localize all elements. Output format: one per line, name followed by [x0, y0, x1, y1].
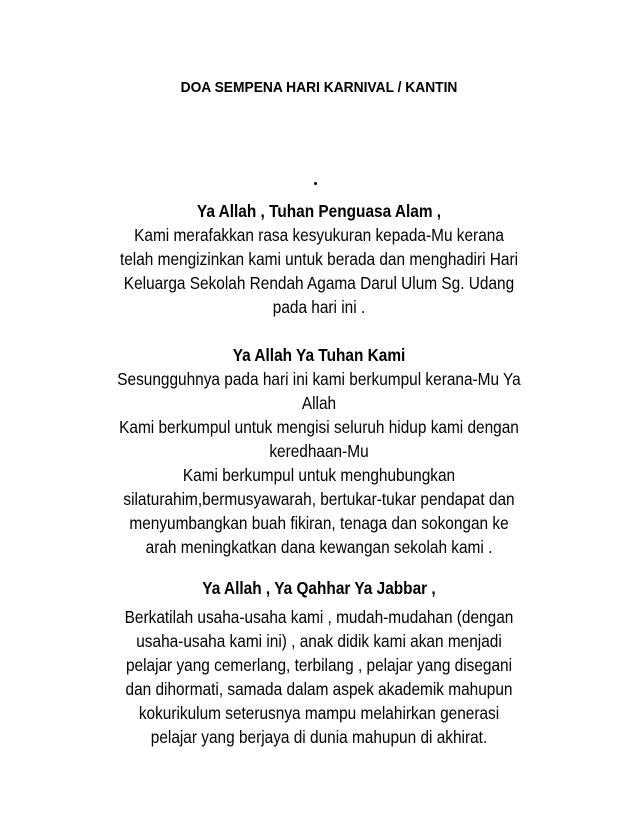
section-1-line-2: telah mengizinkan kami untuk berada dan menghadiri Hari	[119, 249, 519, 269]
section-1-line-1: Kami merafakkan rasa kesyukuran kepada-Mu kerana	[134, 225, 504, 245]
section-2-line-8: arah meningkatkan dana kewangan sekolah kami .	[145, 537, 493, 557]
section-2-line-5: Kami berkumpul untuk menghubungkan	[182, 465, 456, 485]
section-3-line-5: kokurikulum seterusnya mampu melahirkan generasi	[138, 703, 500, 723]
section-3-line-4: dan dihormati, samada dalam aspek akademik mahupun	[125, 679, 513, 699]
bullet-dot-icon	[314, 182, 318, 186]
section-2-line-1: Sesungguhnya pada hari ini kami berkumpul kerana-Mu Ya	[117, 369, 521, 389]
section-2-heading: Ya Allah Ya Tuhan Kami	[232, 345, 406, 365]
section-2-line-2: Allah	[301, 393, 337, 413]
section-2-line-4: keredhaan-Mu	[269, 441, 369, 461]
section-2-line-7: menyumbangkan buah fikiran, tenaga dan sokongan ke	[129, 513, 509, 533]
document-title: DOA SEMPENA HARI KARNIVAL / KANTIN	[180, 79, 458, 96]
section-3-line-6: pelajar yang berjaya di dunia mahupun di akhirat.	[150, 727, 488, 747]
section-2-line-3: Kami berkumpul untuk mengisi seluruh hidup kami dengan	[119, 417, 519, 437]
section-1-line-3: Keluarga Sekolah Rendah Agama Darul Ulum Sg. Udang	[123, 273, 515, 293]
section-3-heading: Ya Allah , Ya Qahhar Ya Jabbar ,	[202, 578, 436, 598]
section-1-heading: Ya Allah , Tuhan Penguasa Alam ,	[196, 201, 442, 221]
section-1-line-4: pada hari ini .	[272, 297, 366, 317]
section-2-line-6: silaturahim,bermusyawarah, bertukar-tukar pendapat dan	[123, 489, 515, 509]
section-3-line-2: usaha-usaha kami ini) , anak didik kami akan menjadi	[136, 631, 502, 651]
section-3-line-3: pelajar yang cemerlang, terbilang , pelajar yang disegani	[125, 655, 513, 675]
section-3-line-1: Berkatilah usaha-usaha kami , mudah-mudahan (dengan	[124, 607, 514, 627]
